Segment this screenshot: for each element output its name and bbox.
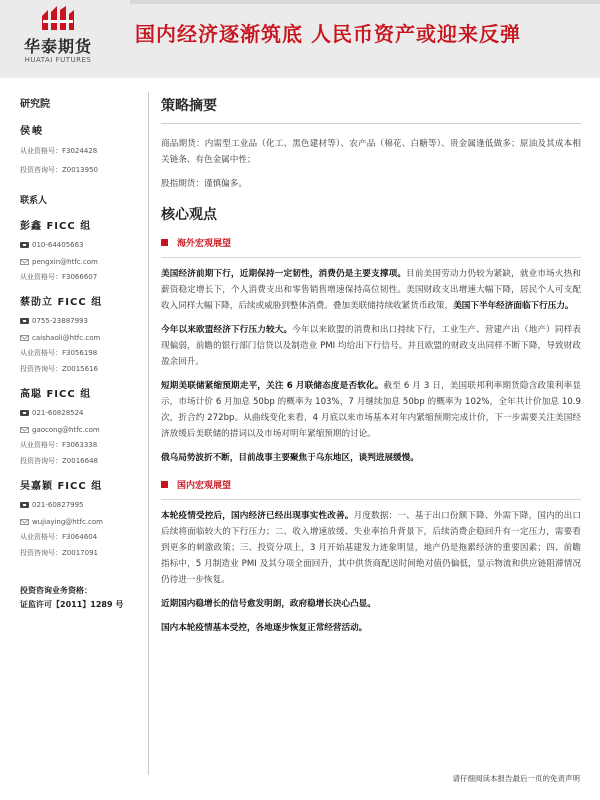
contact-email[interactable] bbox=[20, 334, 140, 342]
logo-english-name: HUATAI FUTURES bbox=[24, 56, 92, 64]
summary-heading: 策略摘要 bbox=[161, 98, 217, 114]
contact-name: 蔡劭立 FICC 组 bbox=[20, 297, 103, 308]
contact-consult-number: 投资咨询号：Z0015616 bbox=[20, 365, 98, 373]
overseas-paragraph-fed bbox=[161, 378, 581, 442]
contact-name: 彭鑫 FICC 组 bbox=[20, 221, 92, 232]
qualification-statement bbox=[20, 584, 140, 612]
domestic-subheading bbox=[161, 478, 581, 491]
email-icon bbox=[20, 334, 29, 342]
contact-phone bbox=[20, 241, 140, 249]
author-name: 侯峻 bbox=[20, 126, 44, 137]
report-header bbox=[0, 0, 600, 78]
us-economy-lead: 美国经济前期下行，近期保持一定韧性，消费仍是主要支撑项。 bbox=[161, 269, 407, 279]
domestic-epidemic-lead: 国内本轮疫情基本受控，各地逐步恢复正常经营活动。 bbox=[161, 623, 368, 633]
domestic-paragraph-growth bbox=[161, 596, 581, 612]
contact-license: 从业资格号：F3064604 bbox=[20, 533, 98, 541]
contact-phone bbox=[20, 317, 140, 325]
overseas-subheading-text: 海外宏观展望 bbox=[177, 239, 232, 249]
author-consult-number: 投资咨询号：Z0013950 bbox=[20, 166, 98, 174]
header-topline bbox=[130, 0, 600, 4]
overseas-paragraph-us bbox=[161, 266, 581, 314]
overseas-paragraph-eu bbox=[161, 322, 581, 370]
us-economy-conclusion: 美国下半年经济面临下行压力。 bbox=[453, 301, 574, 311]
phone-icon bbox=[20, 409, 29, 417]
contact-name: 吴嘉颖 FICC 组 bbox=[20, 481, 103, 492]
email-icon bbox=[20, 258, 29, 266]
eu-economy-lead: 今年以来欧盟经济下行压力较大。 bbox=[161, 325, 293, 335]
column-divider bbox=[148, 92, 149, 775]
company-logo bbox=[18, 6, 98, 72]
us-economy-body: 目前美国劳动力仍较为紧缺，就业市场火热和薪资稳定增长下，个人消费支出和零售销售增速保持高位韧性。美国财政支出增速大幅下降，居民个人可支配收入同样大幅下降，后续或威胁到整体消费。叠加美联储持续收紧货币政策， bbox=[161, 269, 581, 311]
summary-index-futures: 股指期货：谨慎偏多。 bbox=[161, 179, 247, 189]
contact-name: 高聪 FICC 组 bbox=[20, 389, 92, 400]
institute-label: 研究院 bbox=[20, 99, 50, 110]
overseas-paragraph-russia-ukraine bbox=[161, 450, 581, 466]
phone-icon bbox=[20, 501, 29, 509]
contact-phone bbox=[20, 409, 140, 417]
email-icon bbox=[20, 426, 29, 434]
contact-license: 从业资格号：F3056198 bbox=[20, 349, 98, 357]
contact-email[interactable] bbox=[20, 258, 140, 266]
contact-phone-number: 021-60828524 bbox=[32, 409, 84, 417]
fed-expectations-lead: 短期美联储紧缩预期走平，关注 6 月联储态度是否软化。 bbox=[161, 381, 384, 391]
contacts-heading: 联系人 bbox=[20, 196, 48, 206]
subheading-rule bbox=[161, 257, 581, 258]
core-heading: 核心观点 bbox=[161, 207, 217, 223]
analyst-sidebar bbox=[20, 95, 140, 612]
red-square-bullet-icon bbox=[161, 239, 168, 246]
domestic-recovery-lead: 本轮疫情受控后，国内经济已经出现事实性改善。 bbox=[161, 511, 354, 521]
domestic-growth-lead: 近期国内稳增长的信号愈发明朗，政府稳增长决心凸显。 bbox=[161, 599, 376, 609]
contact-email-address: gaocong@htfc.com bbox=[32, 426, 100, 434]
phone-icon bbox=[20, 317, 29, 325]
phone-icon bbox=[20, 241, 29, 249]
email-icon bbox=[20, 518, 29, 526]
contact-license: 从业资格号：F3066607 bbox=[20, 273, 98, 281]
qualification-line-1: 投资咨询业务资格： bbox=[20, 586, 92, 595]
heading-rule bbox=[161, 123, 581, 124]
contact-license: 从业资格号：F3063338 bbox=[20, 441, 98, 449]
domestic-paragraph-recovery bbox=[161, 508, 581, 588]
contact-email-address: wujiaying@htfc.com bbox=[32, 518, 103, 526]
eu-economy-body: 今年以来欧盟的消费和出口持续下行，工业生产、营建产出（地产）同样表现偏弱，前瞻的银行部门信贷以及制造业 PMI 均给出下行信号。并且欧盟的财政支出同样不断下降，导致财政盈余回升。 bbox=[161, 325, 581, 367]
qualification-line-2: 证监许可【2011】1289 号 bbox=[20, 600, 124, 609]
contact-phone-number: 021-60827995 bbox=[32, 501, 84, 509]
report-title: 国内经济逐渐筑底 人民币资产或迎来反弹 bbox=[135, 22, 521, 46]
fed-expectations-body: 截至 6 月 3 日，美国联邦利率期货隐含政策利率显示，市场计价 6 月加息 50bp 的概率为 103%，7 月继续加息 50bp 的概率为 102%，全年共计价加息 10.9 次，折合约 272bp。从曲线变化来看，4 月底以来市场基本对年内紧缩预期完成计价，下一步需要关注美国经济放缓后美联储的措词以及市场对明年紧缩预期的讨论。 bbox=[161, 381, 581, 439]
russia-ukraine-lead: 俄乌局势波折不断，目前战事主要聚焦于乌东地区，谈判进展缓慢。 bbox=[161, 453, 419, 463]
subheading-rule bbox=[161, 499, 581, 500]
contact-phone-number: 0755-23887993 bbox=[32, 317, 88, 325]
overseas-subheading bbox=[161, 236, 581, 249]
contact-email-address: caishaoli@htfc.com bbox=[32, 334, 101, 342]
red-square-bullet-icon bbox=[161, 481, 168, 488]
domestic-paragraph-epidemic bbox=[161, 620, 581, 636]
domestic-recovery-body: 月度数据：一、基于出口份额下降、外需下降，国内的出口后续将面临较大的下行压力；二、收入增速放缓、失业率抬升背景下，后续消费企稳回升有一定压力，需要看到更多的刺激政策；三、投资分项上，3 月开始基建发力迹象明显，地产仍是拖累经济的重要因素；四、前瞻指标中，5 月制造业 PMI 及其分项全面回升，其中供货商配送时间绝对值仍偏低，显示物流和供应链阻滞情况仍待进一步恢复。 bbox=[161, 511, 581, 585]
contact-email[interactable] bbox=[20, 518, 140, 526]
contact-email-address: pengxin@htfc.com bbox=[32, 258, 98, 266]
author-license: 从业资格号：F3024428 bbox=[20, 147, 98, 155]
contact-consult-number: 投资咨询号：Z0016648 bbox=[20, 457, 98, 465]
main-content bbox=[161, 95, 581, 636]
summary-commodities: 商品期货：内需型工业品（化工、黑色建材等）、农产品（棉花、白糖等）、贵金属逢低做多；原油及其成本相关链条、有色金属中性； bbox=[161, 139, 581, 165]
logo-chinese-name: 华泰期货 bbox=[23, 37, 92, 56]
domestic-subheading-text: 国内宏观展望 bbox=[177, 481, 232, 491]
contact-phone-number: 010-64405663 bbox=[32, 241, 84, 249]
contact-consult-number: 投资咨询号：Z0017091 bbox=[20, 549, 98, 557]
contact-email[interactable] bbox=[20, 426, 140, 434]
huatai-logo-mark bbox=[40, 6, 76, 32]
disclaimer-note: 请仔细阅读本报告最后一页的免责声明 bbox=[452, 774, 580, 783]
contact-phone bbox=[20, 501, 140, 509]
